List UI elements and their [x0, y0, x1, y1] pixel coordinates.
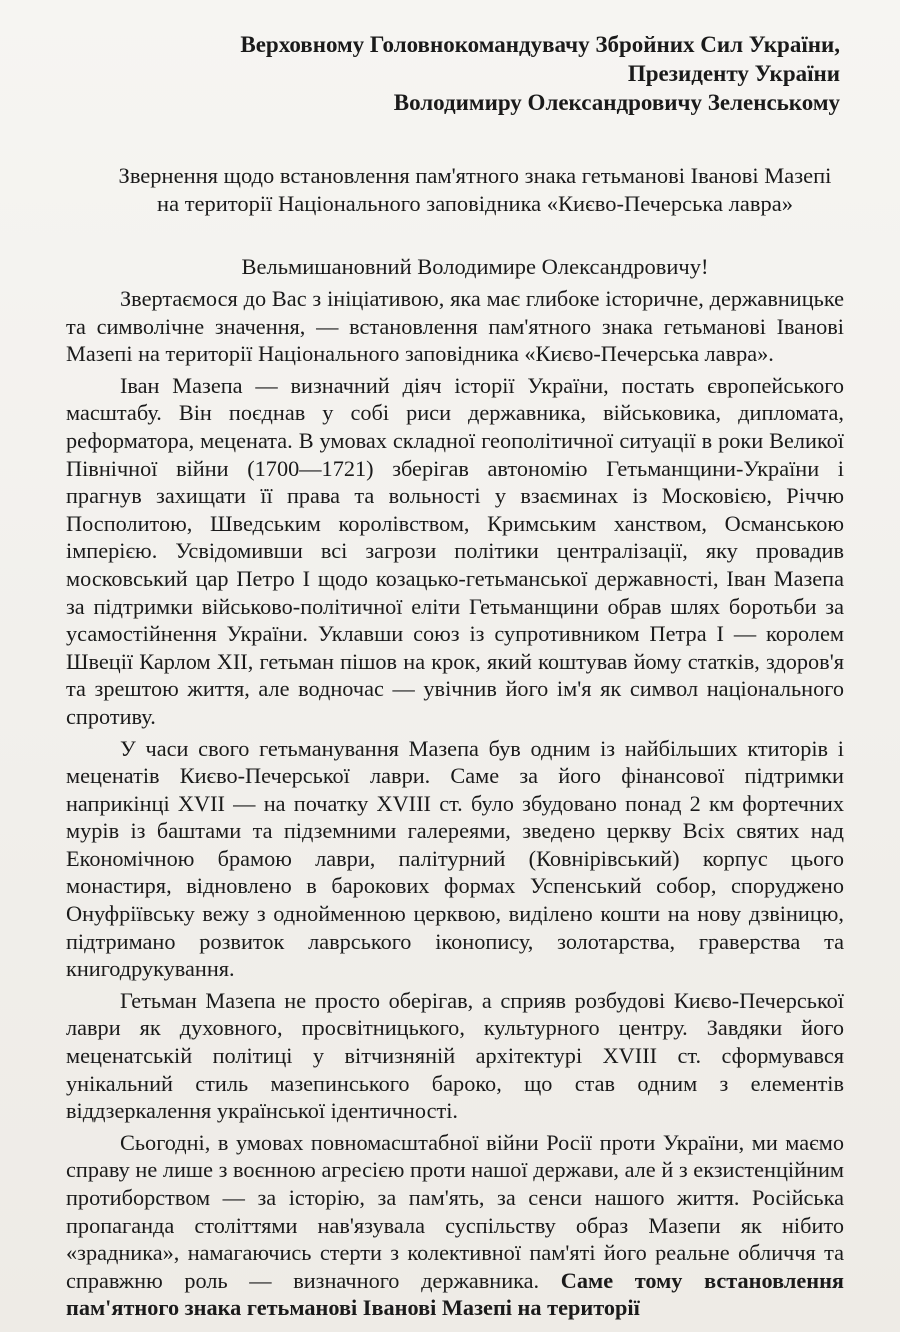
paragraph-5-text: Сьогодні, в умовах повномасштабної війни Росії проти України, ми маємо справу не лише з воєнною агресією проти нашої держави, але й з екзистенційним протиборством — за історію, за пам'ять, за сенси нашого життя. Російська пропаганда століттями нав'язувала суспільству образ Мазепи як нібито «зрадника», намагаючись стерти з колективної пам'яті його реальне обличчя та справжню роль — визначного державника. [66, 1129, 844, 1293]
addressee-line-3: Володимиру Олександровичу Зеленському [393, 90, 840, 115]
addressee-line-1: Верховному Головнокомандувачу Збройних Сил України, [240, 32, 840, 57]
paragraph-3: У часи свого гетьманування Мазепа був одним із найбільших ктиторів і меценатів Києво-Печерської лаври. Саме за його фінансової підтримки наприкінці XVII — на початку XVIII ст. було збудовано понад 2 км фортечних мурів із баштами та підземними галереями, зведено церкву Всіх святих над Економічною брамою лаври, палітурний (Ковнірівський) корпус цього монастиря, відновлено в барокових формах Успенський собор, споруджено Онуфріївську вежу з однойменною церквою, виділено кошти на нову дзвіницю, підтримано розвиток лаврського іконопису, золотарства, граверства та книгодрукування. [66, 735, 844, 982]
addressee-line-2: Президенту України [627, 61, 840, 86]
subject-line-2: на території Національного заповідника «Києво-Печерська лавра» [157, 191, 793, 216]
letter-body [66, 285, 844, 1322]
subject-block [66, 162, 844, 218]
subject-line-1: Звернення щодо встановлення пам'ятного знака гетьманові Іванові Мазепі [118, 163, 832, 188]
paragraph-1: Звертаємося до Вас з ініціативою, яка має глибоке історичне, державницьке та символічне значення, — встановлення пам'ятного знака гетьманові Іванові Мазепі на території Національного заповідника «Києво-Печерська лавра». [66, 286, 844, 367]
paragraph-5-emphasis: Саме тому встановлення пам'ятного знака гетьманові Іванові Мазепі на території [66, 1267, 844, 1321]
salutation: Вельмишановний Володимире Олександровичу! [241, 254, 709, 279]
paragraph-5 [66, 1129, 844, 1322]
paragraph-2: Іван Мазепа — визначний діяч історії України, постать європейського масштабу. Він поєднав у собі риси державника, військовика, дипломата, реформатора, мецената. В умовах складної геополітичної ситуації в роки Великої Північної війни (1700—1721) зберігав автономію Гетьманщини-України і прагнув захищати її права та вольності у взаєминах із Московією, Річчю Посполитою, Шведським королівством, Кримським ханством, Османською імперією. Усвідомивши всі загрози політики централізації, яку провадив московський цар Петро І щодо козацько-гетьманської державності, Іван Мазепа за підтримки військово-політичної еліти Гетьманщини обрав шлях боротьби за усамостійнення України. Уклавши союз із супротивником Петра І — королем Швеції Карлом ХІІ, гетьман пішов на крок, який коштував йому статків, здоров'я та зрештою життя, але водночас — увічнив його ім'я як символ національного спротиву. [66, 372, 844, 729]
addressee-block [66, 30, 840, 117]
paragraph-4: Гетьман Мазепа не просто оберігав, а сприяв розбудові Києво-Печерської лаври як духовного, просвітницького, культурного центру. Завдяки його меценатській політиці у вітчизняній архітектурі XVIII ст. сформувався унікальний стиль мазепинського бароко, що став одним з елементів віддзеркалення української ідентичності. [66, 987, 844, 1124]
